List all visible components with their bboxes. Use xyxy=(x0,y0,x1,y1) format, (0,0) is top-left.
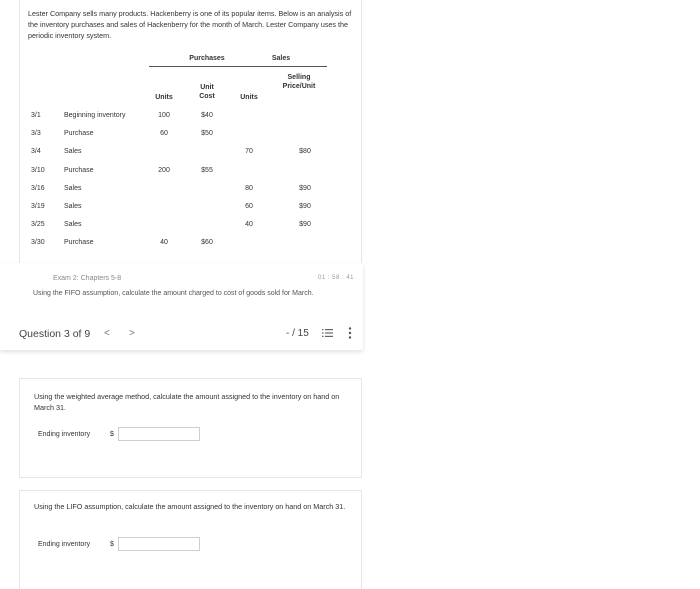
previous-question-button[interactable]: < xyxy=(104,328,110,339)
lifo-question-card xyxy=(19,490,362,589)
cell-description: Beginning inventory xyxy=(64,112,126,119)
cell-unit-cost: $55 xyxy=(201,166,213,174)
cell-description: Purchase xyxy=(64,166,94,174)
cell-description: Sales xyxy=(64,184,82,192)
cell-sales-units: 60 xyxy=(245,203,253,210)
sales-rule xyxy=(235,66,327,67)
cell-sales-units: 40 xyxy=(245,221,253,229)
col-units-purchases: Units xyxy=(155,94,173,101)
purchases-rule xyxy=(149,66,247,67)
cell-date: 3/25 xyxy=(31,221,45,229)
cell-selling-price: $90 xyxy=(299,203,311,210)
cell-description: Sales xyxy=(64,148,82,156)
exam-title: Exam 2: Chapters 5-8 xyxy=(53,275,122,282)
purchases-header: Purchases xyxy=(189,55,225,62)
weighted-average-question-card xyxy=(19,378,362,478)
question-counter: Question 3 of 9 xyxy=(19,328,91,340)
problem-card xyxy=(19,0,362,268)
weighted-average-question-text: Using the weighted average method, calculate the amount assigned to the inventory on hand on March 31. xyxy=(34,392,340,412)
cell-date: 3/10 xyxy=(31,166,45,174)
list-icon[interactable] xyxy=(322,328,333,338)
cell-date: 3/16 xyxy=(31,184,45,192)
cell-description: Sales xyxy=(64,221,82,229)
cell-unit-cost: $60 xyxy=(201,239,213,247)
cell-date: 3/3 xyxy=(31,130,41,138)
previous-question-label: Using the FIFO assumption, calculate the amount charged to cost of goods sold for March. xyxy=(33,290,314,297)
col-selling-price: Selling Price/Unit xyxy=(282,74,316,90)
next-question-button[interactable]: > xyxy=(129,328,135,339)
cell-selling-price: $90 xyxy=(299,184,311,192)
lifo-question-text: Using the LIFO assumption, calculate the amount assigned to the inventory on hand on March 31. xyxy=(34,502,346,511)
sales-header: Sales xyxy=(271,55,291,62)
cell-selling-price: $90 xyxy=(299,221,311,229)
score-display: - / 15 xyxy=(286,328,309,339)
col-units-sales: Units xyxy=(240,94,258,101)
weighted-ending-inventory-label: Ending inventory xyxy=(38,431,91,438)
lifo-ending-inventory-label: Ending inventory xyxy=(38,541,91,548)
cell-purchase-units: 100 xyxy=(158,112,170,119)
cell-purchase-units: 40 xyxy=(160,239,168,247)
cell-selling-price: $80 xyxy=(299,148,311,156)
cell-unit-cost: $40 xyxy=(201,112,213,119)
cell-description: Purchase xyxy=(64,239,94,247)
lifo-currency-symbol: $ xyxy=(110,541,114,548)
cell-description: Sales xyxy=(64,203,82,210)
cell-date: 3/4 xyxy=(31,148,41,156)
weighted-ending-inventory-input[interactable] xyxy=(118,427,200,441)
cell-date: 3/30 xyxy=(31,239,45,247)
col-unit-cost: Unit Cost xyxy=(199,84,215,100)
cell-sales-units: 70 xyxy=(245,148,253,156)
cell-unit-cost: $50 xyxy=(201,130,213,138)
cell-sales-units: 80 xyxy=(245,184,253,192)
weighted-currency-symbol: $ xyxy=(110,431,114,438)
more-vertical-icon[interactable] xyxy=(348,327,352,339)
cell-description: Purchase xyxy=(64,130,94,138)
previous-question-text xyxy=(19,288,345,298)
cell-purchase-units: 200 xyxy=(158,166,170,174)
lifo-ending-inventory-input[interactable] xyxy=(118,537,200,551)
exam-toolbar xyxy=(0,263,363,350)
cell-purchase-units: 60 xyxy=(160,130,168,138)
cell-date: 3/1 xyxy=(31,112,41,119)
cell-date: 3/19 xyxy=(31,203,45,210)
exam-timer: 01 : 58 : 41 xyxy=(318,275,355,281)
intro-text: Lester Company sells many products. Hackenberry is one of its popular items. Below is an analysis of the inventory purchases and sales of Hackenberry for the month of March. Lester Company uses the periodic inventory system. xyxy=(28,9,352,40)
